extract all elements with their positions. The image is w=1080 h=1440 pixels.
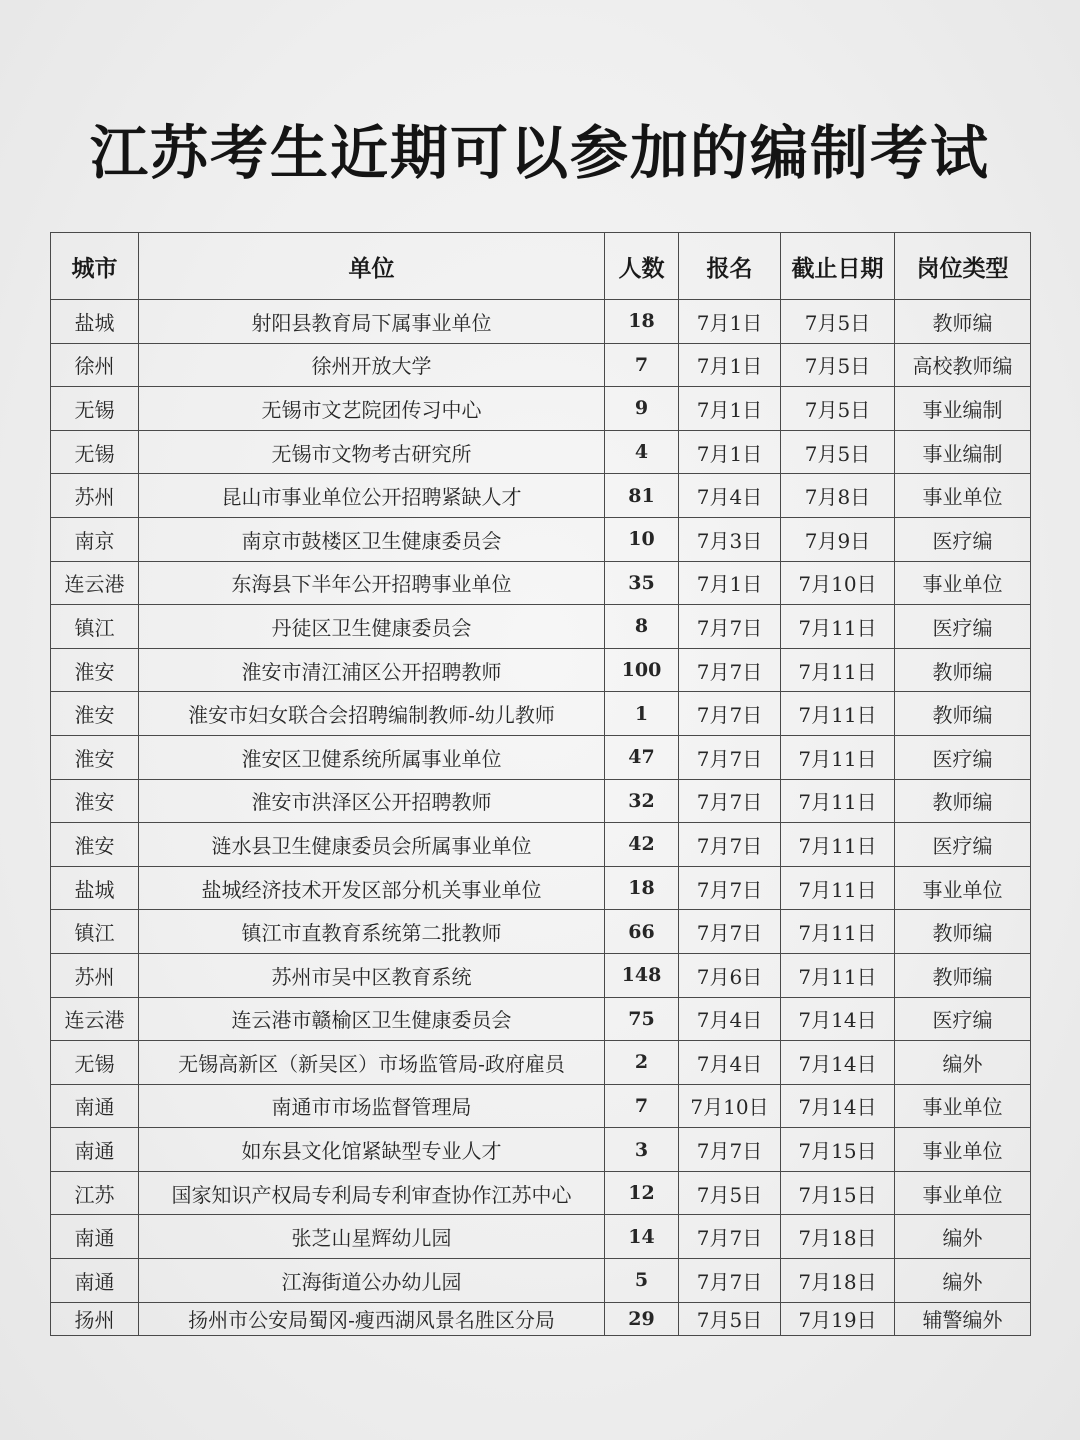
cell-unit: 东海县下半年公开招聘事业单位 bbox=[139, 561, 605, 605]
cell-registration: 7月5日 bbox=[679, 1171, 781, 1215]
cell-unit: 南通市市场监督管理局 bbox=[139, 1084, 605, 1128]
cell-registration: 7月7日 bbox=[679, 1259, 781, 1303]
cell-position-type: 编外 bbox=[895, 1215, 1031, 1259]
cell-registration: 7月4日 bbox=[679, 474, 781, 518]
cell-registration: 7月5日 bbox=[679, 1302, 781, 1335]
cell-registration: 7月3日 bbox=[679, 517, 781, 561]
cell-deadline: 7月14日 bbox=[781, 1041, 895, 1085]
cell-registration: 7月7日 bbox=[679, 692, 781, 736]
cell-position-type: 教师编 bbox=[895, 779, 1031, 823]
cell-position-type: 医疗编 bbox=[895, 605, 1031, 649]
cell-count: 100 bbox=[605, 648, 679, 692]
cell-deadline: 7月18日 bbox=[781, 1259, 895, 1303]
header-position-type: 岗位类型 bbox=[895, 233, 1031, 300]
cell-deadline: 7月11日 bbox=[781, 648, 895, 692]
header-unit: 单位 bbox=[139, 233, 605, 300]
table-row bbox=[51, 735, 1031, 779]
cell-unit: 无锡高新区（新吴区）市场监管局-政府雇员 bbox=[139, 1041, 605, 1085]
table-row bbox=[51, 823, 1031, 867]
cell-position-type: 辅警编外 bbox=[895, 1302, 1031, 1335]
cell-unit: 连云港市赣榆区卫生健康委员会 bbox=[139, 997, 605, 1041]
cell-deadline: 7月5日 bbox=[781, 343, 895, 387]
cell-deadline: 7月11日 bbox=[781, 735, 895, 779]
table-row bbox=[51, 517, 1031, 561]
cell-count: 8 bbox=[605, 605, 679, 649]
cell-count: 148 bbox=[605, 953, 679, 997]
cell-count: 14 bbox=[605, 1215, 679, 1259]
cell-city: 连云港 bbox=[51, 997, 139, 1041]
cell-registration: 7月7日 bbox=[679, 605, 781, 649]
cell-position-type: 事业单位 bbox=[895, 1171, 1031, 1215]
cell-registration: 7月7日 bbox=[679, 1215, 781, 1259]
table-row bbox=[51, 300, 1031, 344]
cell-position-type: 事业单位 bbox=[895, 1084, 1031, 1128]
table-row bbox=[51, 648, 1031, 692]
cell-unit: 徐州开放大学 bbox=[139, 343, 605, 387]
cell-count: 32 bbox=[605, 779, 679, 823]
cell-deadline: 7月8日 bbox=[781, 474, 895, 518]
cell-unit: 无锡市文物考古研究所 bbox=[139, 430, 605, 474]
cell-position-type: 事业单位 bbox=[895, 1128, 1031, 1172]
cell-position-type: 教师编 bbox=[895, 300, 1031, 344]
table-row bbox=[51, 1128, 1031, 1172]
cell-registration: 7月10日 bbox=[679, 1084, 781, 1128]
cell-unit: 南京市鼓楼区卫生健康委员会 bbox=[139, 517, 605, 561]
cell-city: 淮安 bbox=[51, 692, 139, 736]
cell-position-type: 医疗编 bbox=[895, 735, 1031, 779]
cell-deadline: 7月15日 bbox=[781, 1171, 895, 1215]
table-row bbox=[51, 1215, 1031, 1259]
cell-deadline: 7月11日 bbox=[781, 823, 895, 867]
cell-city: 南通 bbox=[51, 1084, 139, 1128]
cell-unit: 丹徒区卫生健康委员会 bbox=[139, 605, 605, 649]
cell-unit: 无锡市文艺院团传习中心 bbox=[139, 387, 605, 431]
cell-registration: 7月1日 bbox=[679, 300, 781, 344]
cell-registration: 7月7日 bbox=[679, 1128, 781, 1172]
table-row bbox=[51, 953, 1031, 997]
cell-deadline: 7月14日 bbox=[781, 1084, 895, 1128]
cell-count: 35 bbox=[605, 561, 679, 605]
cell-registration: 7月7日 bbox=[679, 910, 781, 954]
cell-count: 18 bbox=[605, 300, 679, 344]
cell-deadline: 7月5日 bbox=[781, 300, 895, 344]
table-row bbox=[51, 779, 1031, 823]
cell-city: 苏州 bbox=[51, 953, 139, 997]
cell-deadline: 7月14日 bbox=[781, 997, 895, 1041]
cell-city: 南通 bbox=[51, 1215, 139, 1259]
cell-deadline: 7月11日 bbox=[781, 605, 895, 649]
cell-unit: 淮安市洪泽区公开招聘教师 bbox=[139, 779, 605, 823]
cell-position-type: 事业单位 bbox=[895, 866, 1031, 910]
page-title: 江苏考生近期可以参加的编制考试 bbox=[89, 118, 990, 187]
cell-deadline: 7月11日 bbox=[781, 953, 895, 997]
cell-count: 4 bbox=[605, 430, 679, 474]
cell-registration: 7月7日 bbox=[679, 866, 781, 910]
cell-city: 镇江 bbox=[51, 605, 139, 649]
cell-position-type: 编外 bbox=[895, 1259, 1031, 1303]
cell-city: 连云港 bbox=[51, 561, 139, 605]
cell-registration: 7月7日 bbox=[679, 735, 781, 779]
cell-position-type: 事业单位 bbox=[895, 474, 1031, 518]
cell-count: 42 bbox=[605, 823, 679, 867]
cell-city: 扬州 bbox=[51, 1302, 139, 1335]
cell-deadline: 7月15日 bbox=[781, 1128, 895, 1172]
exam-table bbox=[50, 232, 1031, 1336]
cell-registration: 7月1日 bbox=[679, 430, 781, 474]
cell-registration: 7月4日 bbox=[679, 997, 781, 1041]
cell-registration: 7月7日 bbox=[679, 823, 781, 867]
cell-position-type: 教师编 bbox=[895, 953, 1031, 997]
cell-deadline: 7月11日 bbox=[781, 866, 895, 910]
cell-registration: 7月1日 bbox=[679, 561, 781, 605]
cell-count: 3 bbox=[605, 1128, 679, 1172]
cell-count: 9 bbox=[605, 387, 679, 431]
cell-position-type: 事业编制 bbox=[895, 430, 1031, 474]
cell-city: 淮安 bbox=[51, 823, 139, 867]
cell-count: 2 bbox=[605, 1041, 679, 1085]
cell-unit: 镇江市直教育系统第二批教师 bbox=[139, 910, 605, 954]
cell-registration: 7月1日 bbox=[679, 343, 781, 387]
cell-count: 1 bbox=[605, 692, 679, 736]
table-row bbox=[51, 430, 1031, 474]
cell-unit: 扬州市公安局蜀冈-瘦西湖风景名胜区分局 bbox=[139, 1302, 605, 1335]
cell-city: 南通 bbox=[51, 1128, 139, 1172]
cell-position-type: 教师编 bbox=[895, 648, 1031, 692]
cell-position-type: 医疗编 bbox=[895, 997, 1031, 1041]
table-row bbox=[51, 1041, 1031, 1085]
cell-city: 南京 bbox=[51, 517, 139, 561]
cell-city: 盐城 bbox=[51, 866, 139, 910]
cell-count: 75 bbox=[605, 997, 679, 1041]
header-count: 人数 bbox=[605, 233, 679, 300]
cell-count: 7 bbox=[605, 343, 679, 387]
header-registration: 报名 bbox=[679, 233, 781, 300]
cell-unit: 射阳县教育局下属事业单位 bbox=[139, 300, 605, 344]
cell-city: 淮安 bbox=[51, 779, 139, 823]
cell-city: 镇江 bbox=[51, 910, 139, 954]
cell-unit: 淮安市妇女联合会招聘编制教师-幼儿教师 bbox=[139, 692, 605, 736]
cell-deadline: 7月11日 bbox=[781, 779, 895, 823]
table-row bbox=[51, 997, 1031, 1041]
table-row bbox=[51, 692, 1031, 736]
cell-registration: 7月6日 bbox=[679, 953, 781, 997]
cell-registration: 7月4日 bbox=[679, 1041, 781, 1085]
cell-city: 淮安 bbox=[51, 735, 139, 779]
cell-count: 5 bbox=[605, 1259, 679, 1303]
cell-position-type: 医疗编 bbox=[895, 823, 1031, 867]
table-row bbox=[51, 387, 1031, 431]
cell-position-type: 医疗编 bbox=[895, 517, 1031, 561]
cell-unit: 张芝山星辉幼儿园 bbox=[139, 1215, 605, 1259]
cell-unit: 盐城经济技术开发区部分机关事业单位 bbox=[139, 866, 605, 910]
cell-city: 江苏 bbox=[51, 1171, 139, 1215]
cell-count: 81 bbox=[605, 474, 679, 518]
cell-city: 南通 bbox=[51, 1259, 139, 1303]
table-row bbox=[51, 910, 1031, 954]
cell-unit: 江海街道公办幼儿园 bbox=[139, 1259, 605, 1303]
cell-unit: 如东县文化馆紧缺型专业人才 bbox=[139, 1128, 605, 1172]
table-row bbox=[51, 866, 1031, 910]
cell-count: 18 bbox=[605, 866, 679, 910]
cell-count: 66 bbox=[605, 910, 679, 954]
cell-position-type: 事业编制 bbox=[895, 387, 1031, 431]
cell-count: 12 bbox=[605, 1171, 679, 1215]
table-row bbox=[51, 1171, 1031, 1215]
table-header-row bbox=[51, 233, 1031, 300]
cell-deadline: 7月19日 bbox=[781, 1302, 895, 1335]
cell-city: 无锡 bbox=[51, 387, 139, 431]
cell-deadline: 7月11日 bbox=[781, 692, 895, 736]
cell-city: 淮安 bbox=[51, 648, 139, 692]
table-row bbox=[51, 1084, 1031, 1128]
cell-deadline: 7月9日 bbox=[781, 517, 895, 561]
cell-registration: 7月7日 bbox=[679, 648, 781, 692]
cell-count: 29 bbox=[605, 1302, 679, 1335]
cell-deadline: 7月5日 bbox=[781, 430, 895, 474]
cell-deadline: 7月10日 bbox=[781, 561, 895, 605]
cell-position-type: 编外 bbox=[895, 1041, 1031, 1085]
cell-unit: 苏州市吴中区教育系统 bbox=[139, 953, 605, 997]
cell-city: 无锡 bbox=[51, 430, 139, 474]
cell-position-type: 教师编 bbox=[895, 692, 1031, 736]
header-deadline: 截止日期 bbox=[781, 233, 895, 300]
cell-unit: 淮安市清江浦区公开招聘教师 bbox=[139, 648, 605, 692]
cell-unit: 淮安区卫健系统所属事业单位 bbox=[139, 735, 605, 779]
cell-count: 10 bbox=[605, 517, 679, 561]
cell-deadline: 7月11日 bbox=[781, 910, 895, 954]
cell-registration: 7月7日 bbox=[679, 779, 781, 823]
header-city: 城市 bbox=[51, 233, 139, 300]
cell-unit: 国家知识产权局专利局专利审查协作江苏中心 bbox=[139, 1171, 605, 1215]
table-row bbox=[51, 1302, 1031, 1335]
table-row bbox=[51, 561, 1031, 605]
cell-unit: 涟水县卫生健康委员会所属事业单位 bbox=[139, 823, 605, 867]
cell-count: 47 bbox=[605, 735, 679, 779]
cell-deadline: 7月18日 bbox=[781, 1215, 895, 1259]
cell-city: 徐州 bbox=[51, 343, 139, 387]
cell-position-type: 教师编 bbox=[895, 910, 1031, 954]
cell-position-type: 事业单位 bbox=[895, 561, 1031, 605]
cell-city: 无锡 bbox=[51, 1041, 139, 1085]
cell-city: 盐城 bbox=[51, 300, 139, 344]
cell-city: 苏州 bbox=[51, 474, 139, 518]
cell-position-type: 高校教师编 bbox=[895, 343, 1031, 387]
table-body bbox=[51, 300, 1031, 1336]
cell-registration: 7月1日 bbox=[679, 387, 781, 431]
cell-count: 7 bbox=[605, 1084, 679, 1128]
table-row bbox=[51, 1259, 1031, 1303]
table-row bbox=[51, 605, 1031, 649]
table-row bbox=[51, 343, 1031, 387]
cell-deadline: 7月5日 bbox=[781, 387, 895, 431]
table-row bbox=[51, 474, 1031, 518]
cell-unit: 昆山市事业单位公开招聘紧缺人才 bbox=[139, 474, 605, 518]
